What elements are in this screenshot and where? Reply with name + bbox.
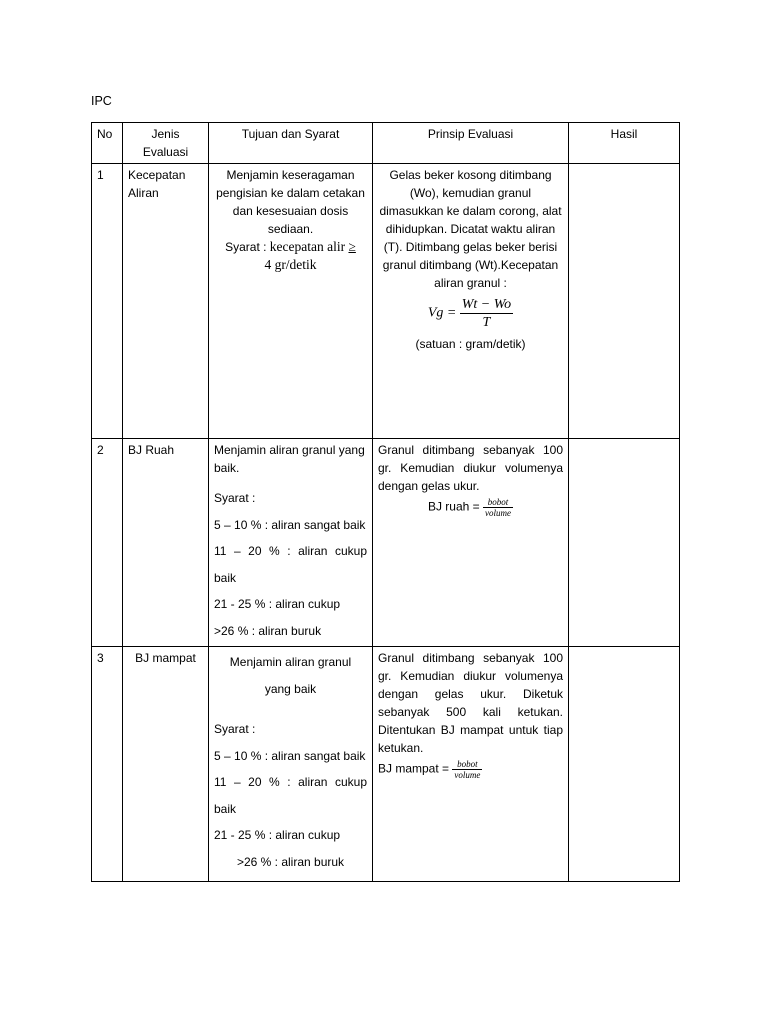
- formula-lhs: BJ mampat =: [378, 761, 450, 776]
- syarat-line: [214, 238, 367, 274]
- formula-lhs: BJ ruah =: [427, 499, 480, 514]
- header-prinsip-evaluasi: Prinsip Evaluasi: [373, 123, 569, 164]
- cell-tujuan-syarat: [209, 164, 373, 439]
- header-hasil: Hasil: [569, 123, 680, 164]
- syarat-line: 5 – 10 % : aliran sangat baik: [214, 748, 366, 763]
- prinsip-text: Granul ditimbang sebanyak 100 gr. Kemudian diukur volumenya dengan gelas ukur. Diketuk sebanyak 500 kali ketukan. Ditentukan BJ mampat untuk tiap ketukan.: [378, 651, 563, 755]
- cell-jenis: BJ Ruah: [123, 439, 209, 647]
- cell-no: 1: [92, 164, 123, 439]
- bj-ruah-formula: [378, 497, 563, 518]
- cell-hasil: [569, 439, 680, 647]
- formula-fraction: [483, 497, 513, 518]
- formula-denominator: T: [482, 315, 491, 330]
- cell-no: 2: [92, 439, 123, 647]
- cell-hasil: [569, 164, 680, 439]
- syarat-line: 5 – 10 % : aliran sangat baik: [214, 517, 366, 532]
- syarat-line: 21 - 25 % : aliran cukup: [214, 828, 341, 842]
- formula-numerator: bobot: [452, 759, 482, 770]
- satuan-text: (satuan : gram/detik): [415, 337, 526, 351]
- syarat-label: Syarat :: [214, 722, 256, 736]
- bj-mampat-formula: [378, 759, 563, 780]
- formula-denominator: volume: [485, 508, 512, 518]
- syarat-label: Syarat :: [225, 240, 267, 254]
- tujuan-text: Menjamin aliran granul yang baik: [229, 655, 352, 696]
- syarat-value: kecepatan alir: [269, 239, 346, 254]
- header-tujuan-syarat: Tujuan dan Syarat: [209, 123, 373, 164]
- formula-numerator: Wt − Wo: [461, 297, 512, 312]
- syarat-block: [214, 716, 367, 875]
- formula-denominator: volume: [454, 770, 481, 780]
- cell-prinsip: [373, 439, 569, 647]
- cell-hasil: [569, 647, 680, 882]
- table-row: [92, 164, 680, 439]
- prinsip-text: Granul ditimbang sebanyak 100 gr. Kemudian diukur volumenya dengan gelas ukur.: [378, 443, 563, 493]
- cell-jenis: BJ mampat: [123, 647, 209, 882]
- page-title: IPC: [91, 94, 112, 108]
- kecepatan-formula: [378, 296, 563, 331]
- syarat-value-2: 4 gr/detik: [264, 257, 317, 272]
- cell-tujuan-syarat: [209, 647, 373, 882]
- cell-jenis: Kecepatan Aliran: [123, 164, 209, 439]
- prinsip-text: Gelas beker kosong ditimbang (Wo), kemudian granul dimasukkan ke dalam corong, alat dihidupkan. Dicatat waktu aliran (T). Ditimbang gelas beker berisi granul ditimbang (Wt).Kecepatan aliran granul :: [379, 168, 562, 290]
- syarat-label: Syarat :: [214, 491, 256, 505]
- syarat-line: >26 % : aliran buruk: [236, 854, 345, 869]
- syarat-operator: ≥: [348, 239, 356, 254]
- cell-prinsip: [373, 647, 569, 882]
- syarat-block: [214, 485, 367, 644]
- cell-no: 3: [92, 647, 123, 882]
- tujuan-text: Menjamin aliran granul yang baik.: [214, 443, 365, 475]
- formula-fraction: [460, 296, 513, 331]
- table-row: [92, 439, 680, 647]
- cell-prinsip: [373, 164, 569, 439]
- syarat-line: 11 – 20 % : aliran cukup baik: [214, 775, 367, 816]
- table-header-row: [92, 123, 680, 164]
- cell-tujuan-syarat: [209, 439, 373, 647]
- syarat-line: 21 - 25 % : aliran cukup: [214, 597, 341, 611]
- header-jenis-evaluasi: Jenis Evaluasi: [123, 123, 209, 164]
- ipc-table: [91, 122, 680, 882]
- syarat-line: >26 % : aliran buruk: [214, 623, 322, 638]
- table-row: [92, 647, 680, 882]
- header-no: No: [92, 123, 123, 164]
- formula-numerator: bobot: [483, 497, 513, 508]
- tujuan-text: Menjamin keseragaman pengisian ke dalam cetakan dan kesesuaian dosis sediaan.: [216, 168, 365, 236]
- formula-fraction: [452, 759, 482, 780]
- formula-lhs: Vg =: [427, 305, 457, 321]
- syarat-line: 11 – 20 % : aliran cukup baik: [214, 544, 367, 585]
